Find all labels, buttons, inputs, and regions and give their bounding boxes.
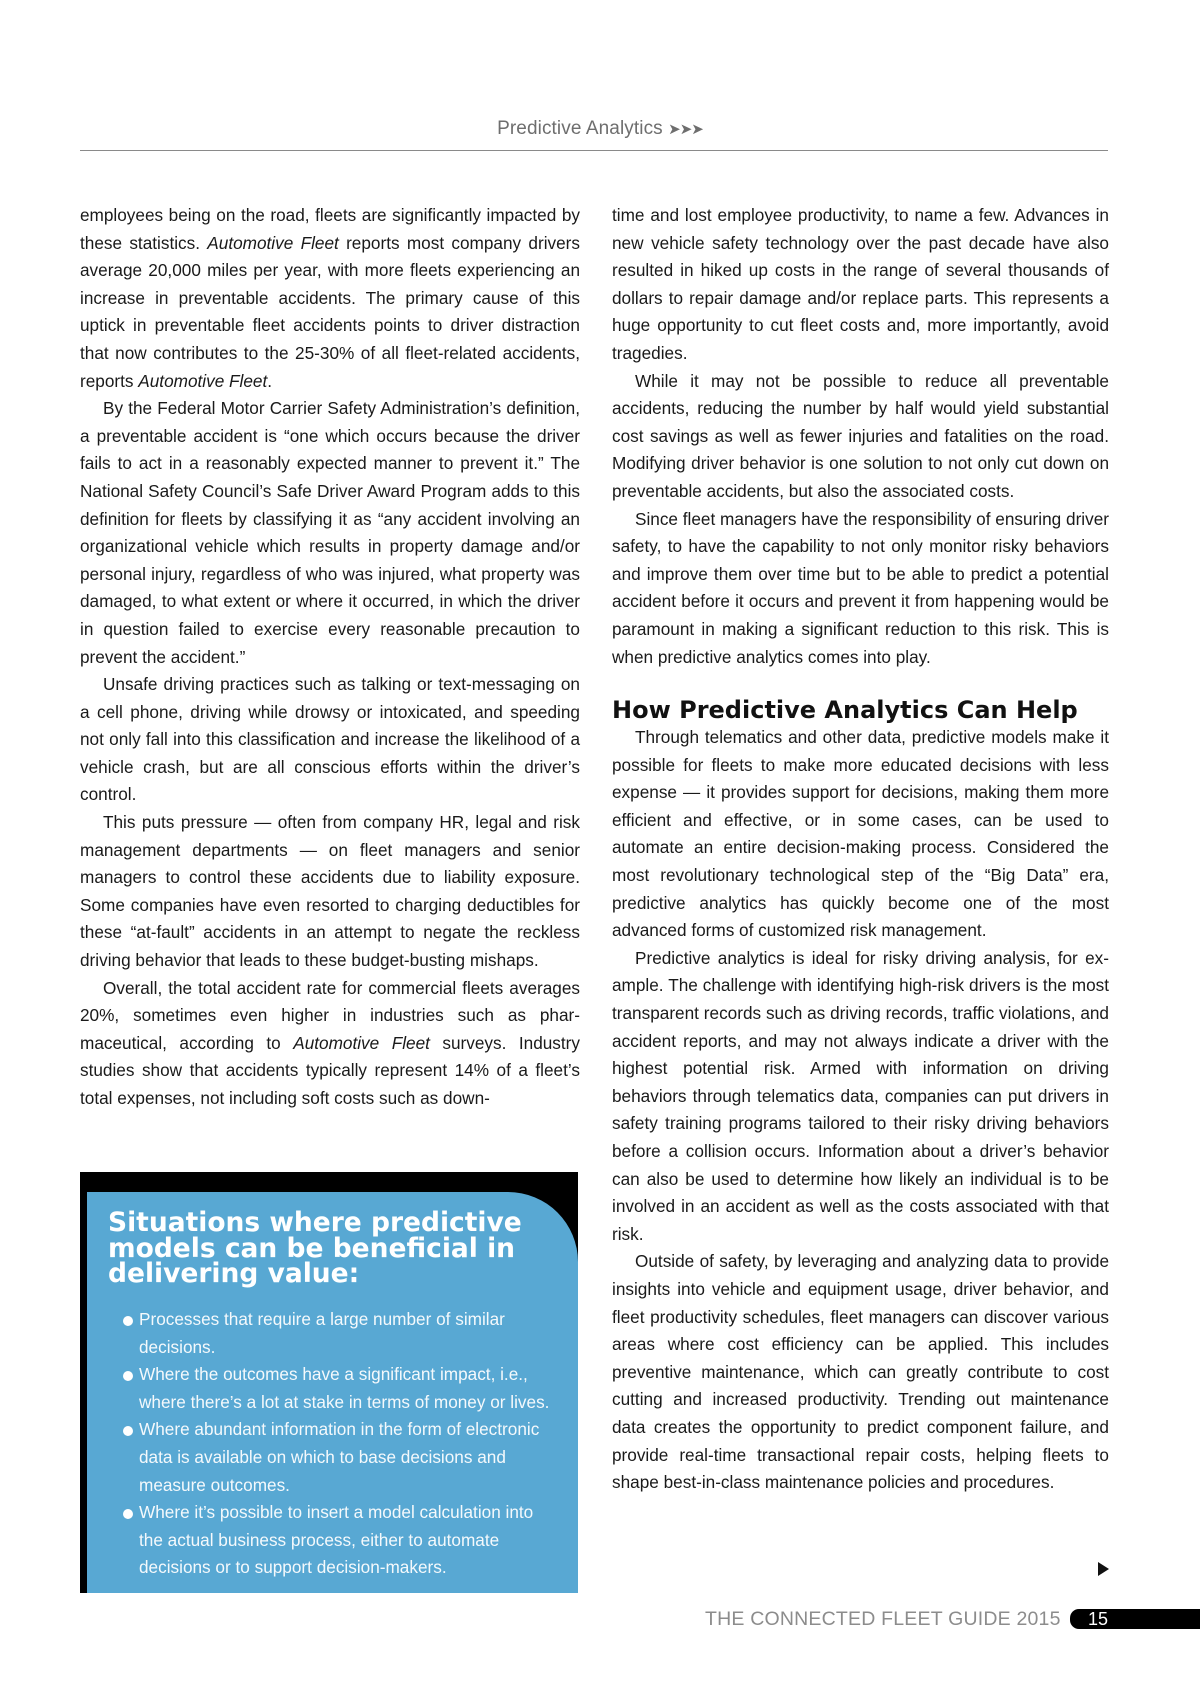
text-run: . — [267, 370, 273, 391]
sidebar-item-text: Where abundant information in the form of electronic data is available on which to base decisions and measure outcomes. — [139, 1419, 540, 1495]
sidebar-list-item — [123, 1361, 553, 1416]
text-run: employees being on the road, fleets are significantly impacted by these statistics. — [80, 205, 580, 253]
text-run: surveys. Industry studies show that accidents typically represent 14% of a fleet’s total expenses, not including soft costs such as down- — [80, 1032, 580, 1108]
right-paragraph-4: Through telematics and other data, predictive models make it possible for fleets to make more educated decisions with less expense — it provides support for decisions, making them more efficient and effective, or in some cases, can be used to automate an entire decision-making process. Considered the most revolutionary technological step of the “Big Data” era, predictive analytics has quickly become one of the most advanced forms of customized risk management. — [612, 727, 1109, 941]
running-head-section: Predictive Analytics — [497, 118, 663, 139]
publication-name: Automotive Fleet — [138, 370, 268, 391]
sidebar-list — [123, 1306, 553, 1582]
bullet-icon — [123, 1426, 133, 1436]
sidebar-panel — [87, 1192, 578, 1593]
continue-arrow-icon — [1098, 1562, 1109, 1576]
sidebar-list-item — [123, 1306, 553, 1361]
right-column — [612, 202, 1109, 1497]
text-run: Overall, the total accident rate for commercial fleets averages 20%, sometimes even higher in industries such as pharmaceutical, according to — [80, 977, 580, 1053]
running-head — [0, 118, 1200, 140]
left-paragraph-1 — [80, 202, 580, 395]
section-heading: How Predictive Analytics Can Help — [612, 696, 1078, 725]
sidebar-list-item — [123, 1416, 553, 1499]
right-paragraph-3: Since fleet managers have the responsibility of ensuring driver safety, to have the capability to not only monitor risky behaviors and improve them over time but to be able to predict a potential accident before it occurs and prevent it from happening would be paramount in making a significant reduction to this risk. This is when predictive analytics comes into play. — [612, 508, 1109, 667]
sidebar-item-text: Where it’s possible to insert a model calculation into the actual business process, either to automate decisions or to support decision-makers. — [139, 1502, 534, 1578]
footer-publication-title: THE CONNECTED FLEET GUIDE 2015 — [705, 1608, 1061, 1630]
page-number: 15 — [1087, 1609, 1109, 1629]
bullet-icon — [123, 1509, 133, 1519]
right-paragraph-5: Predictive analytics is ideal for risky driving analysis, for example. The challenge with identifying high-risk drivers is the most transparent records such as driving records, traffic violations, and accident reports, and may not always indicate a driver with the highest potential risk. Armed with information on driving behaviors through telematics data, companies can put drivers in safety training programs tailored to their risky driving behaviors before a collision occurs. Information about a driver’s behavior can also be used to determine how likely an individual is to be involved in an accident as well as the costs associated with that risk. — [612, 947, 1109, 1244]
left-paragraph-2: By the Federal Motor Carrier Safety Administration’s definition, a preventable accident is “one which occurs because the driver fails to act in a reasonably expected manner to prevent it.” The National Safety Council’s Safe Driver Award Program adds to this definition for fleets by classifying it as “any accident involving an organizational vehicle which results in property damage and/or personal injury, regardless of who was injured, what property was damaged, to what extent or where it occurred, in which the driver in question failed to exercise every reasonable precaution to prevent the accident.” — [80, 398, 580, 667]
text-run: reports most company drivers average 20,000 miles per year, with more fleets experiencing an increase in preventable accidents. The primary cause of this uptick in preventable fleet accidents points to driver distraction that now contributes to the 25-30% of all fleet-related accidents, reports — [80, 232, 580, 391]
publication-name: Automotive Fleet — [293, 1032, 430, 1053]
sidebar-item-text: Where the outcomes have a significant impact, i.e., where there’s a lot at stake in terms of money or lives. — [139, 1364, 550, 1412]
left-paragraph-5 — [80, 975, 580, 1113]
sidebar-title: Situations where predictive models can be beneficial in delivering value: — [108, 1207, 522, 1289]
running-head-arrows-icon: ➤➤➤ — [668, 121, 703, 138]
bullet-icon — [123, 1371, 133, 1381]
left-column — [80, 202, 580, 1113]
left-paragraph-4: This puts pressure — often from company HR, legal and risk management departments — on fleet managers and senior managers to control these accidents due to liability exposure. Some companies have even resorted to charging deductibles for these “at-fault” accidents in an attempt to negate the reckless driving behavior that leads to these budget-busting mishaps. — [80, 812, 580, 971]
right-paragraph-2: While it may not be possible to reduce all preventable accidents, reducing the number by half would yield substantial cost savings as well as fewer injuries and fatalities on the road. Modifying driver behavior is one solution to not only cut down on preventable accidents, but also the associated costs. — [612, 370, 1109, 501]
bullet-icon — [123, 1316, 133, 1326]
left-paragraph-3: Unsafe driving practices such as talking or text-messaging on a cell phone, driving while drowsy or intoxicated, and speeding not only fall into this classification and increase the likelihood of a vehicle crash, but are all conscious efforts within the driver’s control. — [80, 674, 580, 805]
right-paragraph-1: time and lost employee productivity, to name a few. Advances in new vehicle safety technology over the past decade have also resulted in hiked up costs in the range of several thousands of dollars to repair damage and/or replace parts. This represents a huge opportunity to cut fleet costs and, more importantly, avoid tragedies. — [612, 205, 1109, 363]
sidebar-box — [80, 1172, 578, 1593]
sidebar-item-text: Processes that require a large number of similar decisions. — [139, 1309, 505, 1357]
publication-name: Automotive Fleet — [207, 232, 339, 253]
right-paragraph-6: Outside of safety, by leveraging and analyzing data to provide insights into vehicle and equipment usage, driver behavior, and fleet productivity schedules, fleet managers can discover various areas where cost efficiency can be applied. This includes preventive maintenance, which can greatly contribute to cost cutting and increased productivity. Trending out maintenance data creates the opportunity to predict component failure, and provide real-time transactional repair costs, helping fleets to shape best-in-class maintenance policies and procedures. — [612, 1251, 1109, 1493]
sidebar-list-item — [123, 1499, 553, 1582]
header-rule — [80, 150, 1108, 151]
